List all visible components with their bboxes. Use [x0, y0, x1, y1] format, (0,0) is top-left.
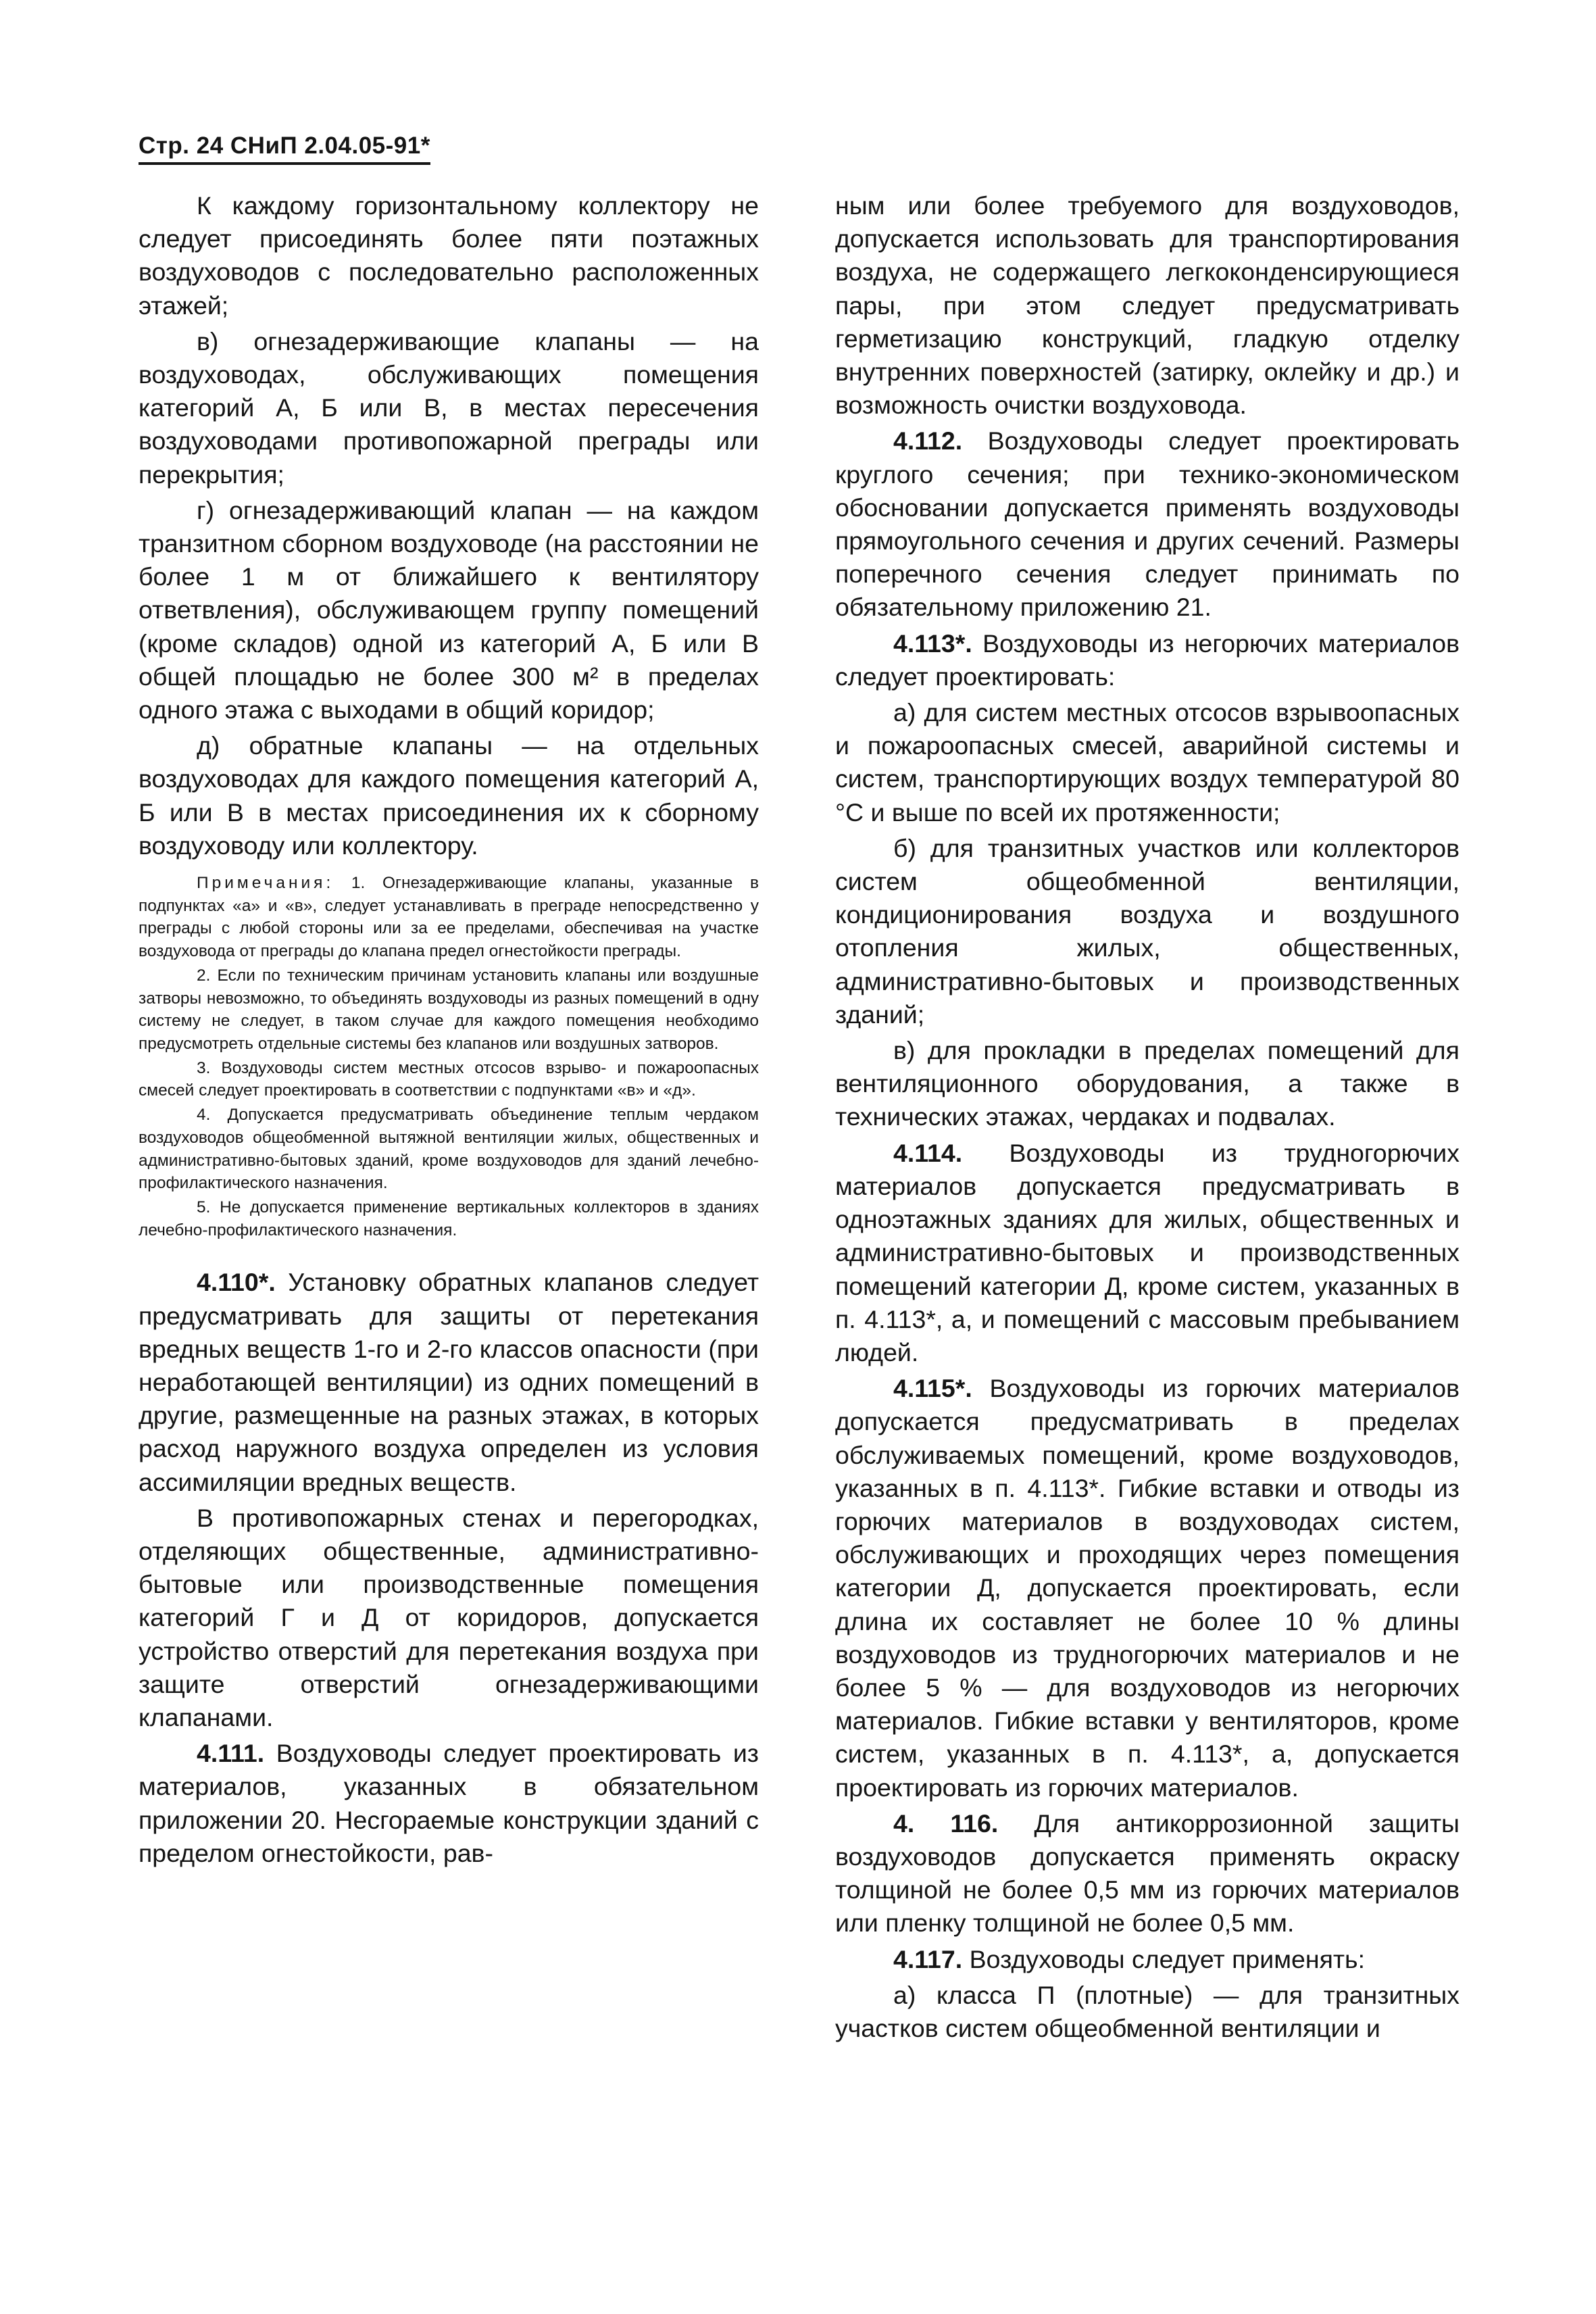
subclause: а) класса П (плотные) — для транзитных участков систем общеобменной вентиляции и [835, 1980, 1460, 2042]
clause-number: 4.113*. [893, 629, 972, 658]
clause-text: Для антикоррозионной защиты воздуховодов допускается применять окраску толщиной не более 0,5 мм из горючих материалов или пленку толщиной не более 0,5 мм. [835, 1808, 1460, 1938]
note-item: 2. Если по техническим причинам установить клапаны или воздушные затворы невозможно, то объединять воздуховоды из разных помещений в одну систему не следует, в таком случае для каждого помещения необходимо предусмотреть отдельные системы без клапанов или воздушных затворов. [139, 966, 759, 1053]
clause-number: 4.110*. [197, 1268, 276, 1297]
clause-number: 4.111. [197, 1739, 265, 1768]
note-item [139, 872, 759, 963]
paragraph: К каждому горизонтальному коллектору не следует присоединять более пяти поэтажных воздуховодов с последовательно расположенных этажей; [139, 191, 759, 320]
clause-4-115 [835, 1372, 1460, 1804]
clause-text: Воздуховоды из горючих материалов допускается предусматривать в пределах обслуживаемых помещений, кроме воздуховодов, указанных в п. 4.113*. Гибкие вставки и отводы из горючих материалов в воздуховодах систем, обслуживающих и проходящих через помещения категории Д, допускается проектировать, если длина их составляет не более 10 % длины воздуховодов из трудногорючих материалов и не более 5 % — для воздуховодов из негорючих материалов. Гибкие вставки у вентиляторов, кроме систем, указанных в п. 4.113*, а, допускается проектировать из горючих материалов. [835, 1374, 1460, 1802]
clause-text: Воздуховоды из трудногорючих материалов допускается предусматривать в одноэтажных зданиях для жилых, общественных и административно-бытовых и производственных помещений категории Д, кроме систем, указанных в п. 4.113*, а, и помещений с массовым пребыванием людей. [835, 1138, 1460, 1367]
clause-text: Воздуховоды следует проектировать из материалов, указанных в обязательном приложении 20. Несгораемые конструкции зданий с пределом огнестойкости, рав- [139, 1739, 759, 1867]
note-item: 3. Воздуховоды систем местных отсосов взрыво- и пожароопасных смесей следует проектировать в соответствии с подпунктами «в» и «д». [139, 1058, 759, 1100]
clause-text: Воздуховоды следует проектировать круглого сечения; при технико-экономическом обосновании допускается применять воздуховоды прямоугольного сечения и других сечений. Размеры поперечного сечения следует принимать по обязательному приложению 21. [835, 426, 1460, 622]
notes-block [139, 872, 759, 1241]
paragraph: г) огнезадерживающий клапан — на каждом транзитном сборном воздуховоде (на расстоянии не более 1 м от ближайшего к вентилятору ответвления), обслуживающем группу помещений (кроме складов) одной из категорий А, Б или В общей площадью не более 300 м² в пределах одного этажа с выходами в общий коридор; [139, 495, 759, 724]
notes-label: Примечания: [197, 874, 334, 893]
note-text: 1. Огнезадерживающие клапаны, указанные в подпунктах «а» и «в», следует устанавливать в преграде непосредственно у преграды с любой стороны или за ее пределами, обеспечивая на участке воздуховода от преграды до клапана предел огнестойкости преграды. [139, 874, 759, 961]
paragraph: ным или более требуемого для воздуховодов, допускается использовать для транспортирования воздуха, не содержащего легкоконденсирующиеся пары, при этом следует предусматривать герметизацию конструкций, гладкую отделку внутренних поверхностей (затирку, оклейку и др.) и возможность очистки воздуховода. [835, 191, 1460, 420]
subclause: а) для систем местных отсосов взрывоопасных и пожароопасных смесей, аварийной системы и систем, транспортирующих воздух температурой 80 °С и выше по всей их протяженности; [835, 698, 1460, 827]
clause-4-116 [835, 1807, 1460, 1940]
clause-4-117 [835, 1943, 1460, 1976]
subclause: в) для прокладки в пределах помещений для вентиляционного оборудования, а также в технических этажах, чердаках и подвалах. [835, 1036, 1460, 1131]
clause-4-112 [835, 424, 1460, 624]
clause-text: Установку обратных клапанов следует предусматривать для защиты от перетекания вредных веществ 1-го и 2-го классов опасности (при неработающей вентиляции) из одних помещений в другие, размещенные на разных этажах, в которых расход наружного воздуха определен из условия ассимиляции вредных веществ. [139, 1268, 759, 1496]
running-header: Стр. 24 СНиП 2.04.05-91* [139, 132, 430, 165]
paragraph: в) огнезадерживающие клапаны — на воздуховодах, обслуживающих помещения категорий А, Б или В, в местах пересечения воздуховодами противопожарной преграды или перекрытия; [139, 326, 759, 489]
clause-text: Воздуховоды из негорючих материалов следует проектировать: [835, 629, 1460, 691]
clause-4-110 [139, 1266, 759, 1498]
clause-number: 4.112. [893, 426, 963, 456]
paragraph: В противопожарных стенах и перегородках, отделяющих общественные, административно-бытовые или производственные помещения категорий Г и Д от коридоров, допускается устройство отверстий для перетекания воздуха при защите отверстий огнезадерживающими клапанами. [139, 1503, 759, 1731]
note-item: 4. Допускается предусматривать объединение теплым чердаком воздуховодов общеобменной вытяжной вентиляции жилых, общественных и административно-бытовых зданий, кроме воздуховодов для зданий лечебно-профилактического назначения. [139, 1106, 759, 1193]
paragraph: д) обратные клапаны — на отдельных воздуховодах для каждого помещения категорий А, Б или В в местах присоединения их к сборному воздуховоду или коллектору. [139, 731, 759, 860]
left-column [139, 189, 759, 1873]
clause-4-114 [835, 1137, 1460, 1369]
clause-4-113 [835, 627, 1460, 693]
clause-number: 4.115*. [893, 1374, 972, 1403]
note-item: 5. Не допускается применение вертикальных коллекторов в зданиях лечебно-профилактического назначения. [139, 1198, 759, 1239]
subclause: б) для транзитных участков или коллекторов систем общеобменной вентиляции, кондиционирования воздуха и воздушного отопления жилых, общественных, административно-бытовых и производственных зданий; [835, 833, 1460, 1029]
clause-number: 4.117. [893, 1944, 963, 1973]
clause-number: 4. 116. [893, 1808, 999, 1838]
right-column [835, 189, 1460, 2048]
clause-4-111 [139, 1737, 759, 1870]
clause-number: 4.114. [893, 1138, 963, 1167]
clause-text: Воздуховоды следует применять: [962, 1944, 1366, 1973]
